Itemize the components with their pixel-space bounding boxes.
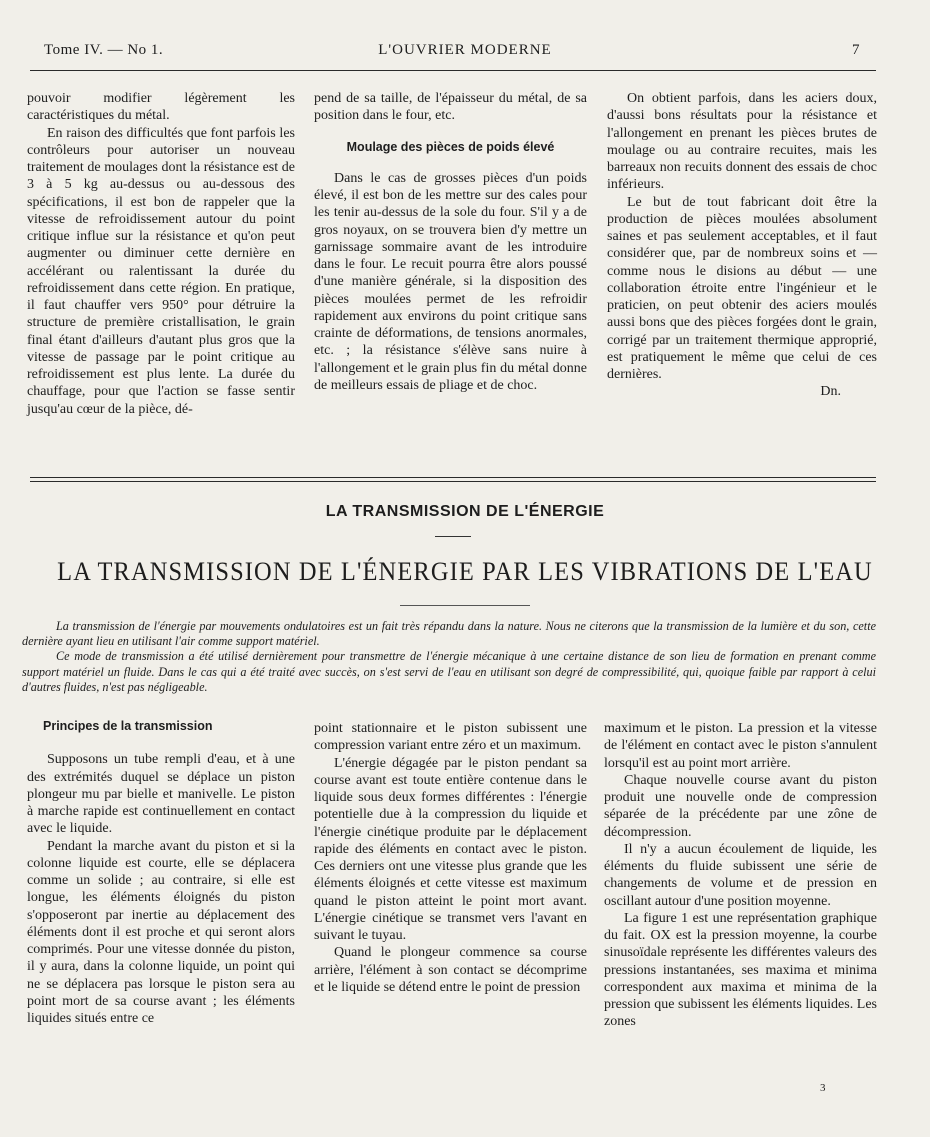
paragraph: L'énergie dégagée par le piston pendant sa course avant est toute entière contenue dans le liquide sous deux formes différentes : l'énergie potentielle due à la compression du liquide et l'énergie cinétique produite par le déplacement rapide des éléments en contact avec le piston. Ces derniers ont une vitesse plus grande que les éléments éloignés et cette vitesse est maximum quand le piston atteint le point mort avant. L'énergie cinétique se transmet vers l'avant en suivant le tuyau. [314,755,587,943]
article-lede [22,619,876,695]
top-column-1 [27,90,295,418]
page-number: 3 [820,1082,826,1094]
paragraph: Dans le cas de grosses pièces d'un poids élevé, il est bon de les mettre sur des cales pour les tenir au-dessus de la sole du four. S'il y a de gros noyaux, on se trouvera bien d'y mettre un garnissage sommaire avant de les introduire dans le four. Le recuit pourra être alors poussé d'une manière générale, si la disposition des pièces moulées permet de les refroidir rapidement aux environs du point critique sans crainte de déformations, de tensions anormales, etc. ; la résistance s'élève sans nuire à l'allongement et le grain plus fin du métal donne de meilleurs essais de pliage et de choc. [314,170,587,393]
paragraph: pouvoir modifier légèrement les caractéristiques du métal. [27,91,295,124]
section-kicker: LA TRANSMISSION DE L'ÉNERGIE [325,503,605,520]
top-column-2 [314,90,587,394]
author-signature: Dn. [820,384,841,400]
paragraph: point stationnaire et le piston subissent une compression variant entre zéro et un maximum. [314,721,587,754]
paragraph: Quand le plongeur commence sa course arrière, l'élément à son contact se décomprime et le liquide se détend entre le point de pression [314,945,587,995]
article-title: LA TRANSMISSION DE L'ÉNERGIE PAR LES VIBRATIONS DE L'EAU [57,557,873,586]
article-column-1 [27,714,295,1027]
paragraph: La figure 1 est une représentation graphique du fait. OX est la pression moyenne, la courbe sinusoïdale représente les différentes valeurs des pressions instantanées, ses maxima et minima correspondent aux maxima et minima de la pression que subissent les éléments liquides. Les zones [604,910,877,1030]
section-heading: Moulage des pièces de poids élevé [346,139,555,154]
running-header-page: 7 [852,42,860,58]
article-column-3 [604,720,877,1031]
section-heading: Principes de la transmission [43,719,213,733]
title-rule [400,605,530,606]
top-column-3 [607,90,877,401]
paragraph: Pendant la marche avant du piston et si la colonne liquide est courte, elle se déplacera comme un solide ; au contraire, si elle est longue, les éléments éloignés du piston s'opposeront par inertie au déplacement des éléments dont il est proche et qui seront alors comprimés. Pour une vitesse donnée du piston, il y aura, dans la colonne liquide, un point qui ne se déplacera pas lorsque le piston sera au point mort de sa course avant ; les éléments liquides situés entre ce [27,838,295,1026]
separator-rule-bottom [30,481,876,482]
article-column-2 [314,720,587,996]
paragraph: En raison des difficultés que font parfois les contrôleurs pour autoriser un nouveau traitement de moulages dont la résistance est de 3 à 5 kg au-dessus ou au-dessous des spécifications, il est bon de rappeler que la vitesse de refroidissement autour du point critique influe sur la résistance et qu'on peut augmenter ou diminuer cette dernière en accélérant ou ralentissant la durée du refroidissement dans cette région. En pratique, il faut chauffer vers 950° pour détruire la structure de première cristallisation, le grain final étant d'ailleurs d'autant plus gros que la vitesse de passage par le point critique au refroidissement est plus lente. La durée du chauffage, pour que l'action se fasse sentir jusqu'au cœur de la pièce, dé- [27,125,295,417]
paragraph: Le but de tout fabricant doit être la production de pièces moulées absolument saines et pas seulement acceptables, et il faut considérer que, par de nombreux soins et — comme nous le disions au début — une collaboration étroite entre l'ingénieur et le praticien, on peut obtenir des aciers moulés aussi bons que des pièces forgées dont le grain, corrigé par un traitement thermique approprié, est pratiquement le même que celui de ces dernières. [607,194,877,382]
paragraph: On obtient parfois, dans les aciers doux, d'aussi bons résultats pour la résistance et l'allongement en prenant les pièces brutes de moulage ou au contraire recuites, mais les barreaux non recuits donnent des essais de choc inférieurs. [607,91,877,193]
paragraph: pend de sa taille, de l'épaisseur du métal, de sa position dans le four, etc. [314,91,587,124]
kicker-rule [435,536,471,537]
running-header-title: L'OUVRIER MODERNE [378,42,552,58]
separator-rule-top [30,477,876,478]
running-header-left: Tome IV. — No 1. [44,42,164,58]
paragraph: Supposons un tube rempli d'eau, et à une des extrémités duquel se déplace un piston plongeur mu par bielle et manivelle. Le piston à marche rapide est continuellement en contact avec le liquide. [27,752,295,837]
paragraph: Chaque nouvelle course avant du piston produit une nouvelle onde de compression séparée de la précédente par une zône de décompression. [604,772,877,840]
lede-paragraph: Ce mode de transmission a été utilisé dernièrement pour transmettre de l'énergie mécanique à une certaine distance de son lieu de formation en prenant comme support matériel un fluide. Dans le cas qui a été traité avec succès, on s'est servi de l'eau en utilisant son degré de compressibilité, qui, quoique faible par rapport à celui d'autres fluides, n'est pas négligeable. [22,649,876,694]
paragraph: Il n'y a aucun écoulement de liquide, les éléments du fluide subissent une série de changements de volume et de pression en oscillant autour d'une position moyenne. [604,841,877,909]
header-rule [30,70,876,71]
lede-paragraph: La transmission de l'énergie par mouvements ondulatoires est un fait très répandu dans la nature. Nous ne citerons que la transmission de la lumière et du son, cette dernière ayant lieu en utilisant l'air comme support matériel. [22,619,876,649]
paragraph: maximum et le piston. La pression et la vitesse de l'élément en contact avec le piston s'annulent lorsqu'il est au point mort arrière. [604,721,877,771]
